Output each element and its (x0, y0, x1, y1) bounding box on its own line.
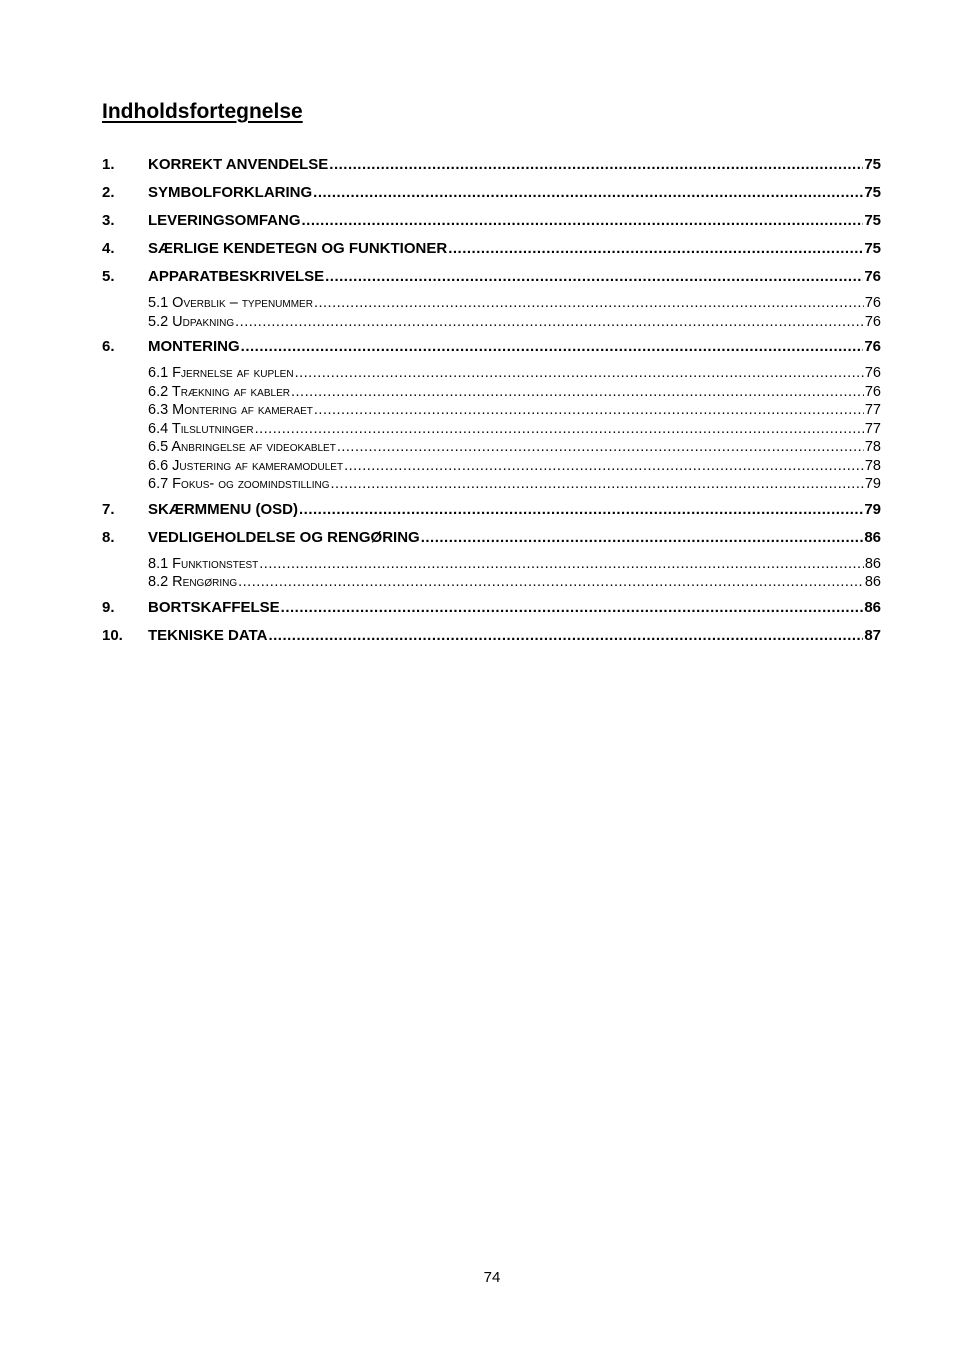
toc-section-6-5[interactable] (148, 438, 881, 457)
chapter-number: 3. (102, 212, 115, 229)
dot-leader (337, 438, 864, 457)
page-number: 74 (483, 1269, 501, 1286)
chapter-page-number: 75 (864, 184, 881, 201)
section-page-number: 78 (864, 457, 881, 474)
dot-leader (448, 238, 863, 260)
chapter-number: 6. (102, 338, 115, 355)
dot-leader (291, 383, 864, 402)
page-title: Indholdsfortegnelse (102, 100, 303, 123)
chapter-number: 10. (102, 626, 123, 644)
section-title: 6.5 Anbringelse af videokablet (148, 439, 336, 455)
dot-leader (313, 182, 863, 204)
chapter-title: APPARATBESKRIVELSE (148, 268, 325, 285)
toc-chapter-7[interactable] (102, 499, 881, 521)
dot-leader (421, 527, 864, 549)
section-page-number: 86 (864, 574, 881, 590)
toc-section-5-2[interactable] (148, 313, 881, 332)
chapter-title: SYMBOLFORKLARING (148, 184, 313, 201)
toc-chapter-5[interactable] (102, 266, 881, 288)
toc-section-5-1[interactable] (148, 294, 881, 313)
toc-chapter-6[interactable] (102, 336, 881, 358)
dot-leader (259, 555, 864, 574)
chapter-number: 4. (102, 240, 115, 257)
dot-leader (325, 266, 863, 288)
section-page-number: 79 (864, 476, 881, 492)
toc-section-8-2[interactable] (148, 573, 881, 592)
chapter-title: TEKNISKE DATA (148, 626, 268, 644)
dot-leader (238, 573, 864, 592)
chapter-number: 5. (102, 268, 115, 285)
chapter-page-number: 75 (864, 156, 881, 173)
section-title: 8.1 Funktionstest (148, 555, 259, 572)
dot-leader (331, 475, 864, 494)
table-of-contents (102, 154, 881, 647)
dot-leader (268, 625, 863, 647)
chapter-title: MONTERING (148, 338, 240, 355)
toc-sections-5 (102, 294, 881, 331)
section-title: 6.4 Tilslutninger (148, 420, 254, 437)
chapter-number: 1. (102, 156, 115, 173)
dot-leader (329, 154, 863, 176)
section-page-number: 76 (864, 295, 881, 311)
chapter-page-number: 86 (864, 598, 881, 616)
toc-section-6-6[interactable] (148, 457, 881, 476)
toc-chapter-3[interactable] (102, 210, 881, 232)
chapter-page-number: 76 (864, 338, 881, 355)
toc-chapter-1[interactable] (102, 154, 881, 176)
section-page-number: 78 (864, 439, 881, 455)
dot-leader (299, 499, 863, 521)
toc-section-6-7[interactable] (148, 475, 881, 494)
toc-chapter-8[interactable] (102, 527, 881, 549)
toc-section-6-1[interactable] (148, 364, 881, 383)
chapter-page-number: 86 (864, 528, 881, 546)
toc-chapter-9[interactable] (102, 597, 881, 619)
chapter-title: BORTSKAFFELSE (148, 598, 280, 616)
dot-leader (314, 401, 864, 420)
toc-section-8-1[interactable] (148, 555, 881, 574)
toc-section-6-2[interactable] (148, 383, 881, 402)
chapter-page-number: 79 (864, 500, 881, 518)
dot-leader (281, 597, 864, 619)
toc-section-6-4[interactable] (148, 420, 881, 439)
chapter-number: 2. (102, 184, 115, 201)
section-title: 6.2 Trækning af kabler (148, 383, 290, 400)
section-title: 6.7 Fokus- og zoomindstilling (148, 476, 330, 492)
chapter-number: 9. (102, 598, 115, 616)
section-title: 6.1 Fjernelse af kuplen (148, 365, 294, 381)
dot-leader (255, 420, 864, 439)
toc-chapter-10[interactable] (102, 625, 881, 647)
toc-sections-8 (102, 555, 881, 592)
section-title: 6.3 Montering af kameraet (148, 402, 313, 418)
chapter-page-number: 76 (864, 268, 881, 285)
toc-chapter-4[interactable] (102, 238, 881, 260)
section-title: 6.6 Justering af kameramodulet (148, 457, 344, 474)
chapter-number: 8. (102, 528, 115, 546)
toc-sections-6 (102, 364, 881, 494)
chapter-title: LEVERINGSOMFANG (148, 212, 301, 229)
dot-leader (302, 210, 864, 232)
chapter-title: SKÆRMMENU (OSD) (148, 500, 298, 518)
section-page-number: 76 (864, 383, 881, 400)
dot-leader (241, 336, 864, 358)
chapter-title: SÆRLIGE KENDETEGN OG FUNKTIONER (148, 240, 448, 257)
section-title: 5.1 Overblik – typenummer (148, 295, 313, 311)
section-title: 5.2 Udpakning (148, 313, 235, 330)
dot-leader (344, 457, 864, 476)
section-page-number: 77 (864, 402, 881, 418)
section-page-number: 76 (864, 365, 881, 381)
toc-chapter-2[interactable] (102, 182, 881, 204)
dot-leader (295, 364, 864, 383)
chapter-page-number: 87 (864, 626, 881, 644)
section-page-number: 76 (864, 313, 881, 330)
chapter-number: 7. (102, 500, 115, 518)
chapter-title: VEDLIGEHOLDELSE OG RENGØRING (148, 528, 420, 546)
section-page-number: 77 (864, 420, 881, 437)
chapter-page-number: 75 (864, 212, 881, 229)
section-title: 8.2 Rengøring (148, 574, 238, 590)
dot-leader (235, 313, 864, 332)
section-page-number: 86 (864, 555, 881, 572)
dot-leader (314, 294, 864, 313)
chapter-page-number: 75 (864, 240, 881, 257)
chapter-title: KORREKT ANVENDELSE (148, 156, 329, 173)
toc-section-6-3[interactable] (148, 401, 881, 420)
